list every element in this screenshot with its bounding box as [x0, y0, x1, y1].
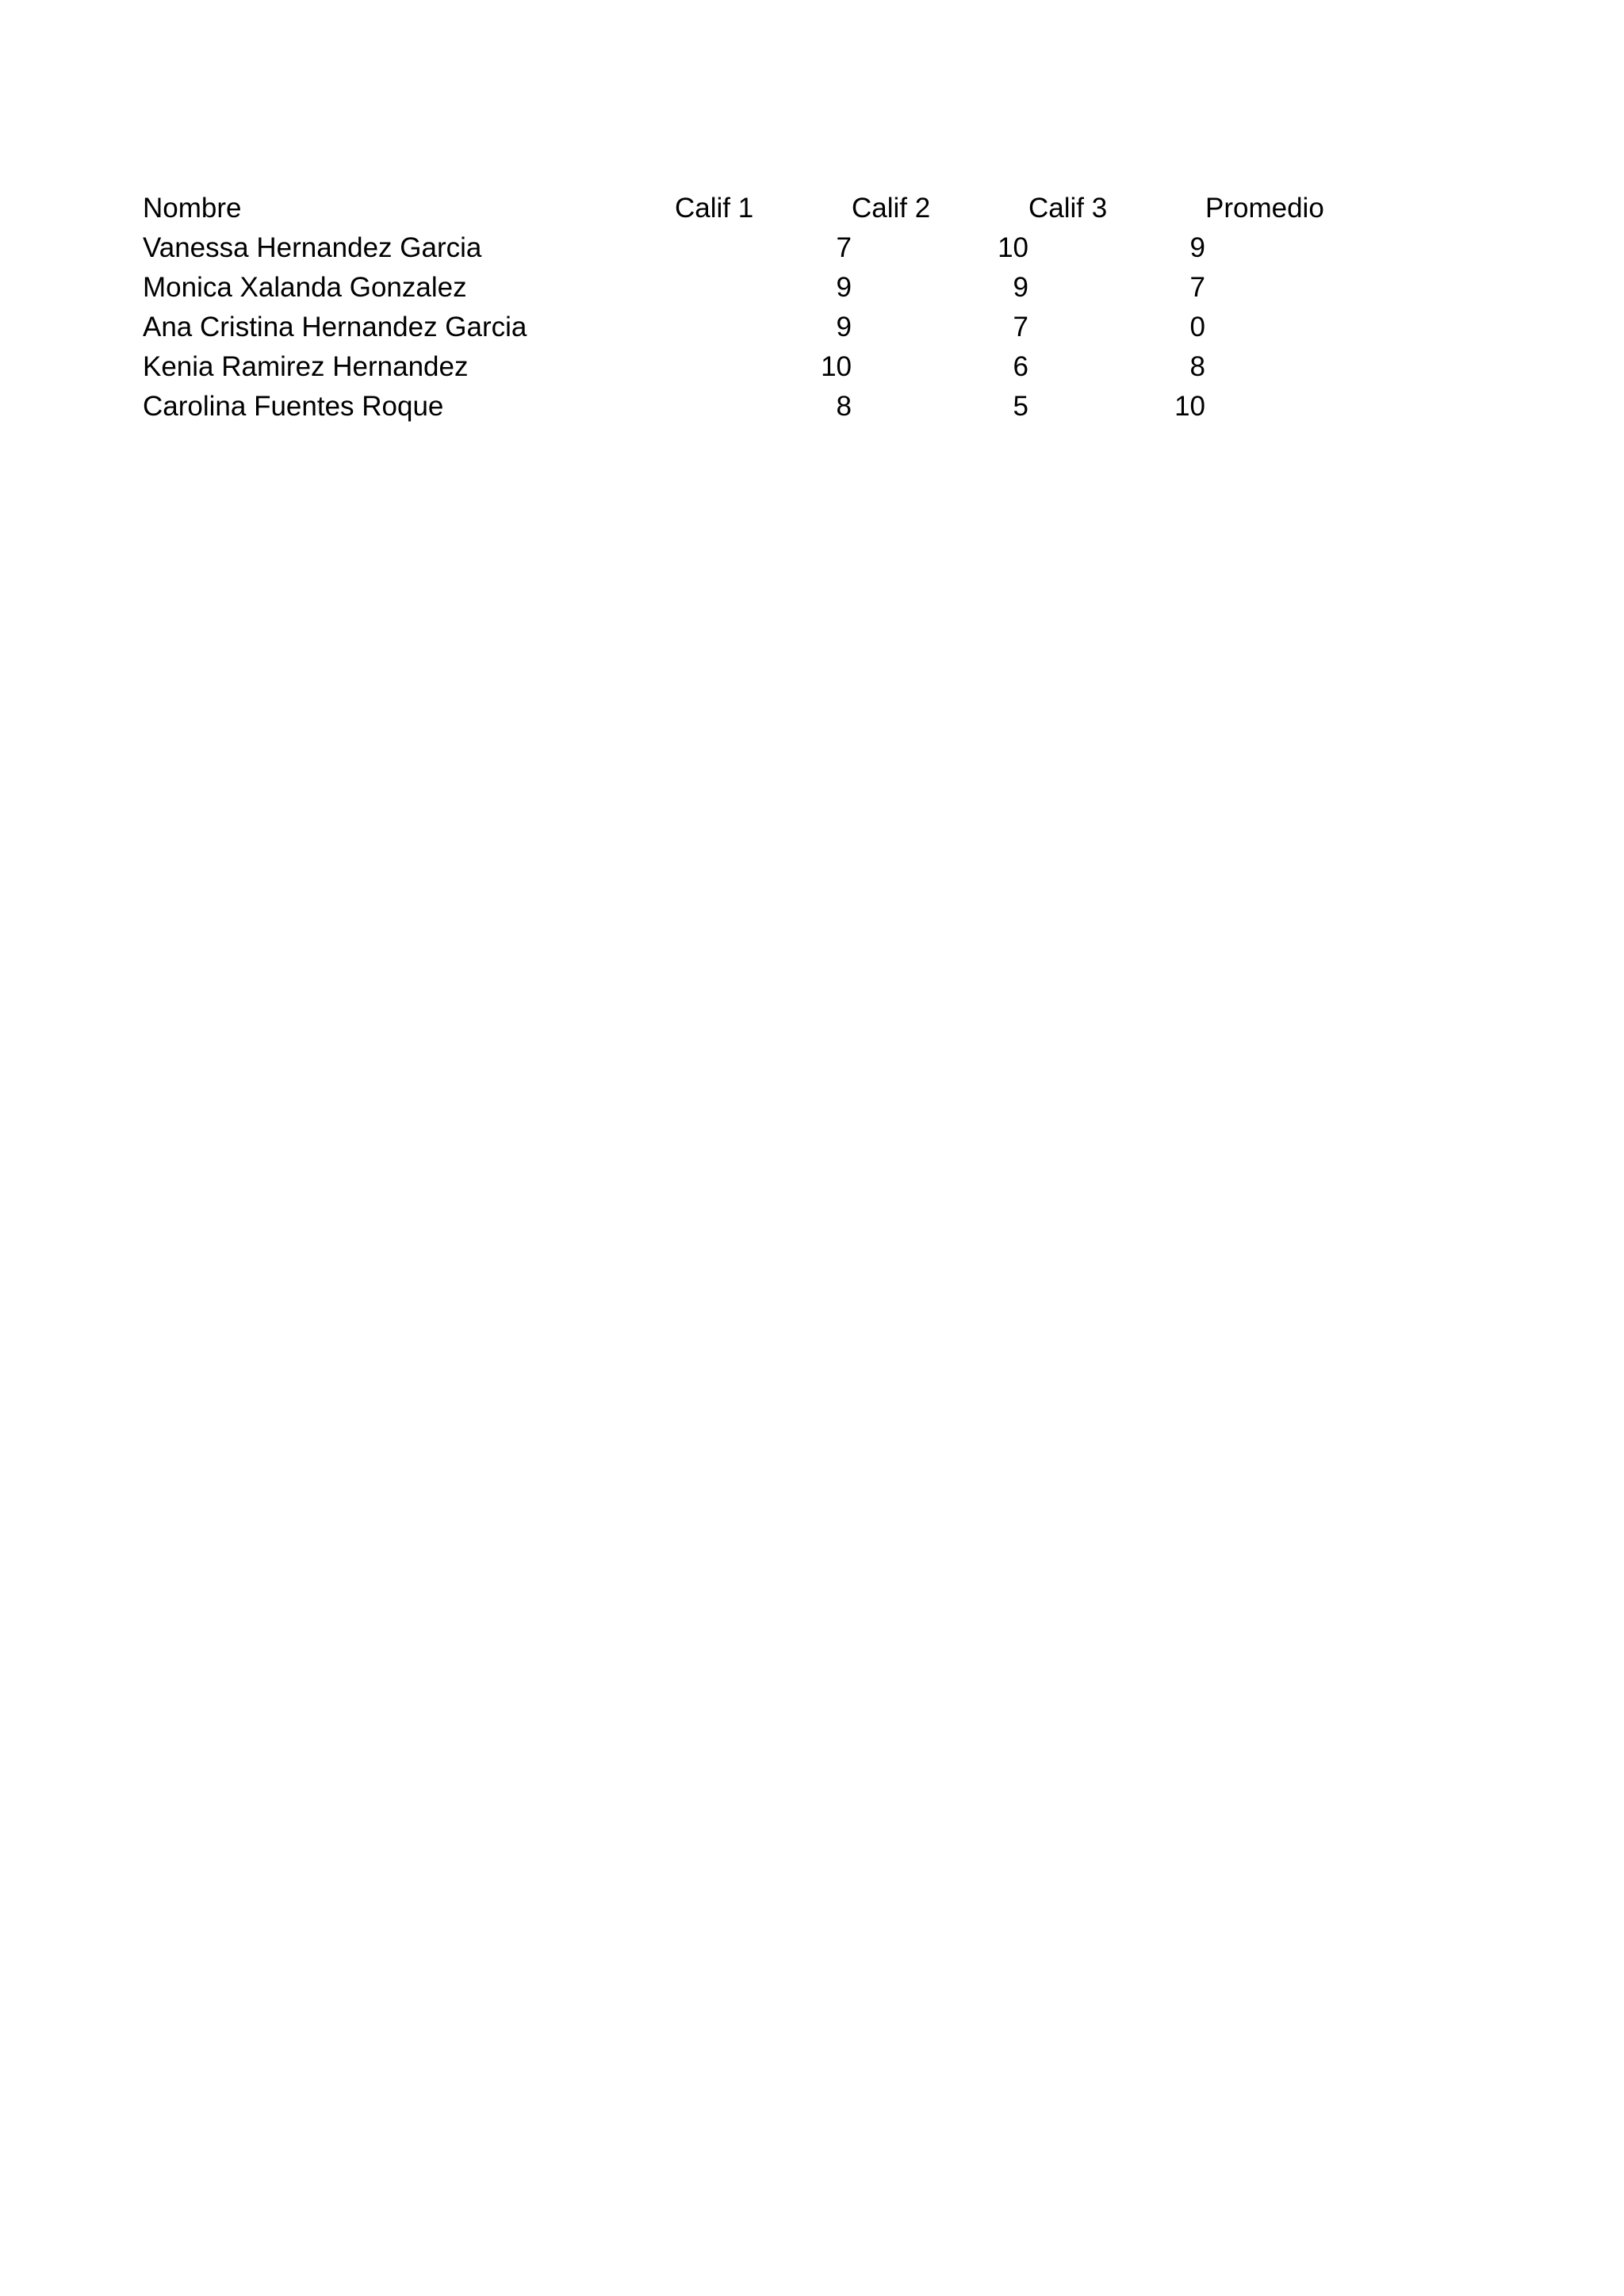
table-row [143, 228, 1382, 268]
calif-3-value: 7 [1189, 272, 1205, 303]
student-name: Carolina Fuentes Roque [143, 391, 444, 422]
header-calif-2: Calif 2 [852, 193, 931, 224]
table-row [143, 387, 1382, 427]
calif-1-value: 8 [836, 391, 852, 422]
header-calif-3: Calif 3 [1028, 193, 1108, 224]
header-calif-1: Calif 1 [675, 193, 754, 224]
promedio-value [1205, 228, 1382, 268]
calif-3-value: 0 [1189, 312, 1205, 342]
promedio-value [1205, 308, 1382, 347]
calif-1-value: 9 [836, 272, 852, 303]
student-name: Vanessa Hernandez Garcia [143, 232, 482, 263]
calif-1-value: 7 [836, 232, 852, 263]
table-row [143, 268, 1382, 308]
header-nombre: Nombre [143, 193, 242, 224]
promedio-value [1205, 347, 1382, 387]
grades-table [143, 189, 1382, 427]
calif-2-value: 9 [1013, 272, 1028, 303]
promedio-value [1205, 387, 1382, 427]
calif-2-value: 7 [1013, 312, 1028, 342]
calif-3-value: 8 [1189, 351, 1205, 382]
header-promedio: Promedio [1205, 193, 1324, 224]
calif-2-value: 6 [1013, 351, 1028, 382]
calif-2-value: 5 [1013, 391, 1028, 422]
student-name: Monica Xalanda Gonzalez [143, 272, 467, 303]
student-name: Ana Cristina Hernandez Garcia [143, 312, 527, 342]
table-row [143, 347, 1382, 387]
header-row [143, 189, 1382, 228]
calif-2-value: 10 [998, 232, 1028, 263]
table-row [143, 308, 1382, 347]
calif-3-value: 9 [1189, 232, 1205, 263]
calif-1-value: 9 [836, 312, 852, 342]
promedio-value [1205, 268, 1382, 308]
calif-3-value: 10 [1174, 391, 1205, 422]
student-name: Kenia Ramirez Hernandez [143, 351, 469, 382]
calif-1-value: 10 [821, 351, 852, 382]
